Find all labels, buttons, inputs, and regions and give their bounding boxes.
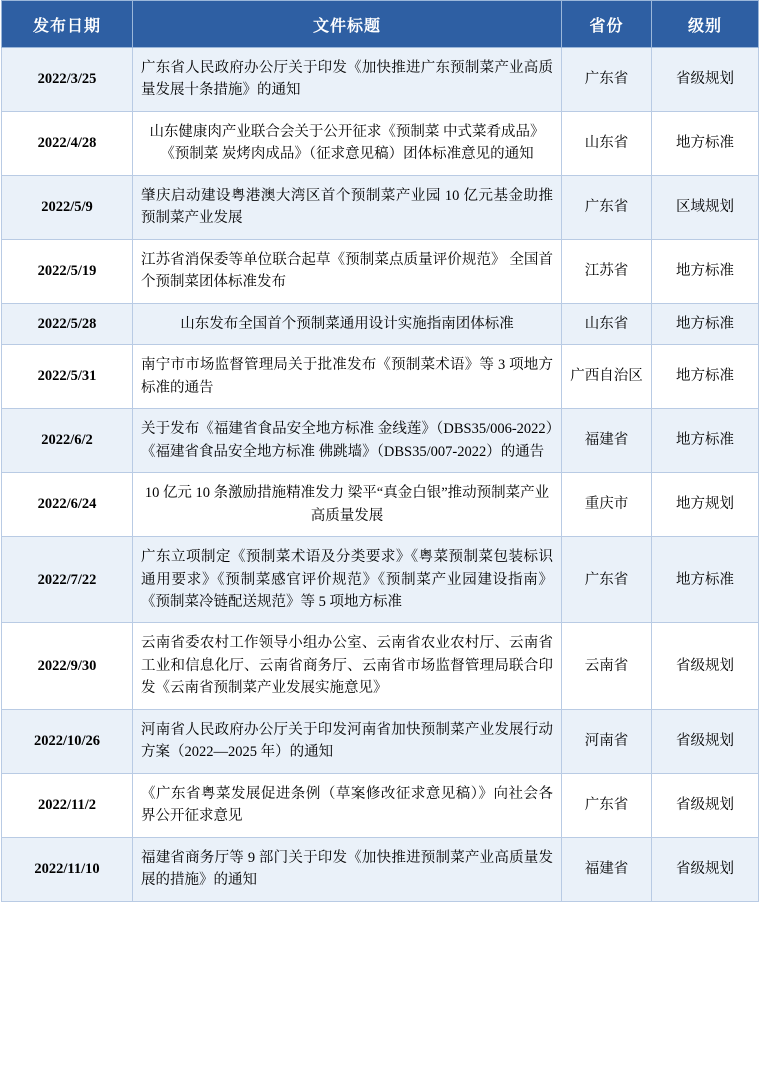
cell-province: 重庆市: [562, 473, 652, 537]
cell-province: 云南省: [562, 623, 652, 709]
cell-title: 山东健康肉产业联合会关于公开征求《预制菜 中式菜肴成品》《预制菜 炭烤肉成品》（征求意见稿）团体标准意见的通知: [133, 111, 562, 175]
cell-date: 2022/6/24: [2, 473, 133, 537]
cell-title: 10 亿元 10 条激励措施精准发力 梁平“真金白银”推动预制菜产业高质量发展: [133, 473, 562, 537]
cell-level: 地方标准: [652, 303, 759, 344]
column-header-date: 发布日期: [2, 1, 133, 48]
cell-title: 福建省商务厅等 9 部门关于印发《加快推进预制菜产业高质量发展的措施》的通知: [133, 837, 562, 901]
cell-date: 2022/5/28: [2, 303, 133, 344]
cell-level: 地方规划: [652, 473, 759, 537]
cell-province: 广东省: [562, 537, 652, 623]
cell-title: 肇庆启动建设粤港澳大湾区首个预制菜产业园 10 亿元基金助推预制菜产业发展: [133, 175, 562, 239]
cell-province: 山东省: [562, 303, 652, 344]
table-header-row: [2, 1, 759, 48]
cell-province: 福建省: [562, 409, 652, 473]
cell-date: 2022/5/9: [2, 175, 133, 239]
cell-province: 山东省: [562, 111, 652, 175]
table-header: [2, 1, 759, 48]
table-row: [2, 345, 759, 409]
table-row: [2, 709, 759, 773]
column-header-title: 文件标题: [133, 1, 562, 48]
cell-date: 2022/6/2: [2, 409, 133, 473]
cell-date: 2022/5/19: [2, 239, 133, 303]
table-row: [2, 537, 759, 623]
column-header-level: 级别: [652, 1, 759, 48]
table-body: [2, 48, 759, 902]
cell-title: 云南省委农村工作领导小组办公室、云南省农业农村厅、云南省工业和信息化厅、云南省商务厅、云南省市场监督管理局联合印发《云南省预制菜产业发展实施意见》: [133, 623, 562, 709]
cell-level: 区域规划: [652, 175, 759, 239]
cell-date: 2022/11/2: [2, 773, 133, 837]
cell-date: 2022/7/22: [2, 537, 133, 623]
table-row: [2, 175, 759, 239]
cell-date: 2022/5/31: [2, 345, 133, 409]
table-row: [2, 623, 759, 709]
cell-title: 河南省人民政府办公厅关于印发河南省加快预制菜产业发展行动方案（2022—2025 年）的通知: [133, 709, 562, 773]
cell-province: 广西自治区: [562, 345, 652, 409]
policy-table: [1, 0, 759, 902]
cell-level: 地方标准: [652, 537, 759, 623]
cell-date: 2022/11/10: [2, 837, 133, 901]
cell-date: 2022/3/25: [2, 48, 133, 112]
cell-level: 地方标准: [652, 239, 759, 303]
table-row: [2, 303, 759, 344]
cell-date: 2022/9/30: [2, 623, 133, 709]
cell-date: 2022/10/26: [2, 709, 133, 773]
cell-level: 省级规划: [652, 773, 759, 837]
cell-province: 广东省: [562, 773, 652, 837]
cell-province: 江苏省: [562, 239, 652, 303]
table-row: [2, 48, 759, 112]
table-row: [2, 773, 759, 837]
cell-level: 省级规划: [652, 48, 759, 112]
cell-title: 山东发布全国首个预制菜通用设计实施指南团体标准: [133, 303, 562, 344]
cell-level: 地方标准: [652, 409, 759, 473]
cell-level: 地方标准: [652, 345, 759, 409]
cell-title: 关于发布《福建省食品安全地方标准 金线莲》（DBS35/006-2022）《福建省食品安全地方标准 佛跳墙》（DBS35/007-2022）的通告: [133, 409, 562, 473]
cell-province: 广东省: [562, 48, 652, 112]
table-row: [2, 239, 759, 303]
cell-title: 广东立项制定《预制菜术语及分类要求》《粤菜预制菜包装标识通用要求》《预制菜感官评价规范》《预制菜产业园建设指南》《预制菜冷链配送规范》等 5 项地方标准: [133, 537, 562, 623]
cell-title: 广东省人民政府办公厅关于印发《加快推进广东预制菜产业高质量发展十条措施》的通知: [133, 48, 562, 112]
cell-title: 江苏省消保委等单位联合起草《预制菜点质量评价规范》 全国首个预制菜团体标准发布: [133, 239, 562, 303]
cell-title: 南宁市市场监督管理局关于批准发布《预制菜术语》等 3 项地方标准的通告: [133, 345, 562, 409]
cell-province: 广东省: [562, 175, 652, 239]
cell-date: 2022/4/28: [2, 111, 133, 175]
cell-level: 地方标准: [652, 111, 759, 175]
column-header-province: 省份: [562, 1, 652, 48]
cell-level: 省级规划: [652, 623, 759, 709]
table-row: [2, 111, 759, 175]
cell-province: 河南省: [562, 709, 652, 773]
table-row: [2, 837, 759, 901]
table-row: [2, 473, 759, 537]
table-row: [2, 409, 759, 473]
cell-level: 省级规划: [652, 837, 759, 901]
cell-title: 《广东省粤菜发展促进条例（草案修改征求意见稿）》向社会各界公开征求意见: [133, 773, 562, 837]
cell-province: 福建省: [562, 837, 652, 901]
cell-level: 省级规划: [652, 709, 759, 773]
